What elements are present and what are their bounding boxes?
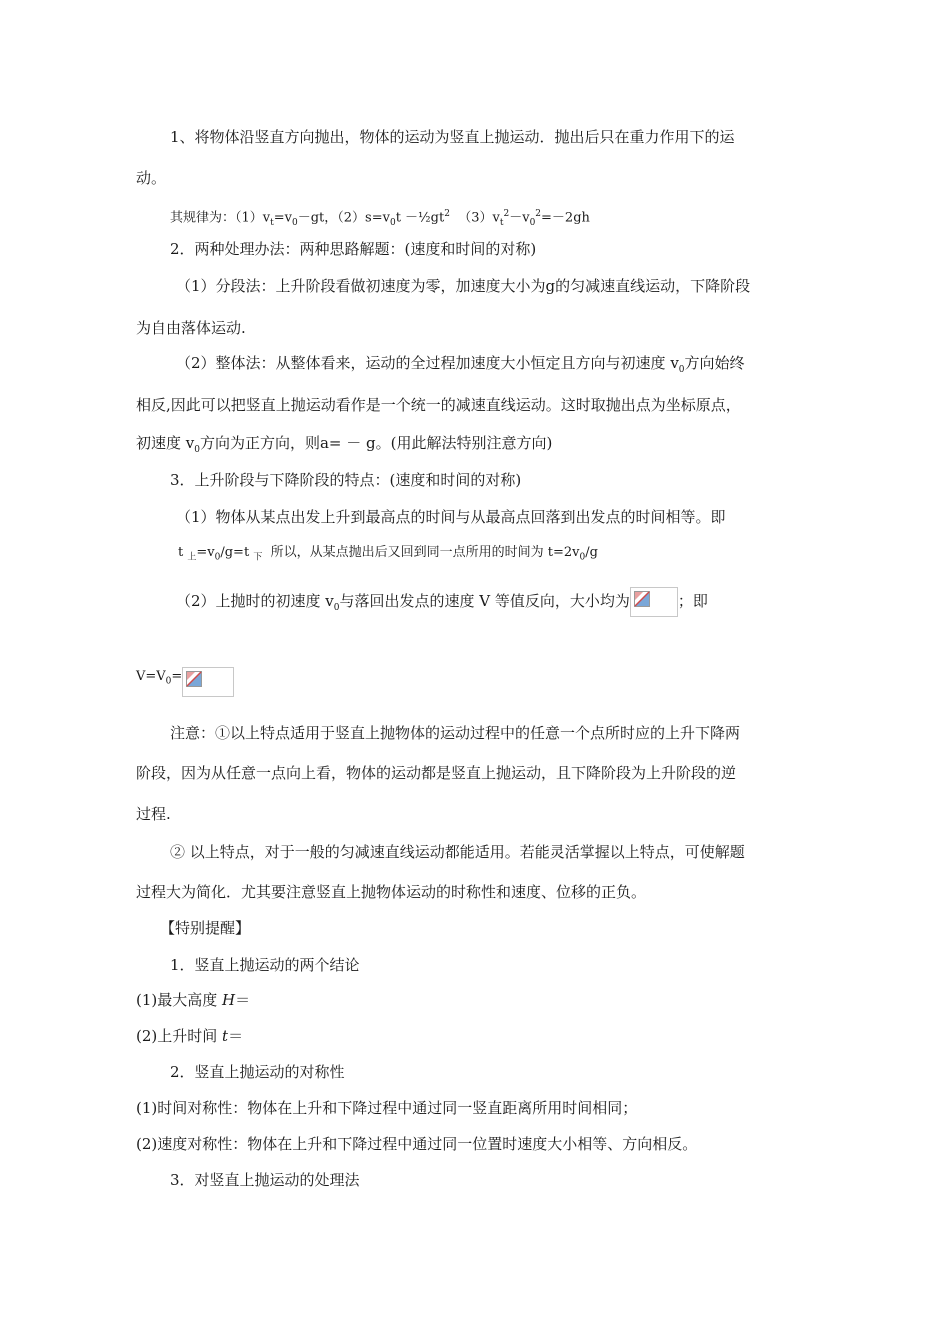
rules-prefix: 其规律为：（1）v: [170, 210, 271, 226]
sub-0: 0: [678, 365, 685, 375]
rules-sup-2b: 2: [503, 209, 510, 219]
broken-image-icon: [634, 591, 650, 607]
para-2-2-line-1: [176, 353, 745, 380]
para-1-line-1: 1、将物体沿竖直方向抛出，物体的运动为竖直上抛运动．抛出后只在重力作用下的运: [170, 128, 735, 146]
max-height-line: [136, 990, 250, 1010]
motion-rules: [170, 204, 590, 233]
conclusion-3-title: 3．对竖直上抛运动的处理法: [170, 1171, 360, 1189]
rules-eq3-tail: =－2gh: [541, 210, 590, 226]
para-2-2-b: 方向始终: [684, 354, 745, 372]
note-line-1: 注意：①以上特点适用于竖直上抛物体的运动过程中的任意一个点所时应的上升下降两: [170, 724, 741, 742]
rules-sub-0: 0: [292, 217, 298, 228]
para-2-1-line-2: 为自由落体运动.: [136, 319, 246, 337]
eq-g: /g=t: [220, 545, 254, 560]
rise-time-label: (2)上升时间: [136, 1027, 223, 1045]
note-line-2: 阶段，因为从任意一点向上看，物体的运动都是竖直上抛运动，且下降阶段为上升阶段的逆: [136, 764, 737, 782]
section-2-title: 2．两种处理办法：两种思路解题：(速度和时间的对称): [170, 240, 537, 258]
sub-0: 0: [333, 603, 340, 613]
para-1-line-2: 动。: [136, 169, 167, 187]
para-3-2-a: （2）上抛时的初速度 v: [176, 592, 334, 610]
rules-sub-0c: 0: [529, 217, 536, 228]
rules-sup-2: 2: [444, 209, 450, 219]
eq-tail2: /g: [585, 545, 598, 560]
sub-0: 0: [194, 445, 200, 455]
para-2-1-line-1: （1）分段法：上升阶段看做初速度为零，加速度大小为g的匀减速直线运动，下降阶段: [176, 277, 751, 295]
para-2-2-line-3: [136, 433, 552, 460]
max-height-label: (1)最大高度: [136, 991, 223, 1009]
time-symmetry: (1)时间对称性：物体在上升和下降过程中通过同一竖直距离所用时间相同；: [136, 1099, 638, 1117]
formula-image-placeholder: [182, 667, 234, 697]
para-2-2-line-2: 相反,因此可以把竖直上抛运动看作是一个统一的减速直线运动。这时取抛出点为坐标原点，: [136, 396, 741, 414]
formula-image-placeholder: [630, 587, 678, 617]
rules-sub-0b: 0: [389, 217, 396, 228]
sub-up: 上: [187, 552, 197, 563]
para-3-2-b: 与落回出发点的速度 V 等值反向，大小均为: [339, 592, 630, 610]
v-equation: [136, 662, 234, 697]
special-title: 【特别提醒】: [160, 919, 251, 937]
velocity-symmetry: (2)速度对称性：物体在上升和下降过程中通过同一位置时速度大小相等、方向相反。: [136, 1135, 698, 1153]
var-t: t: [222, 1027, 229, 1045]
rules-eq3-mid: －v: [509, 210, 530, 226]
note-line-5: 过程大为简化．尤其要注意竖直上抛物体运动的时称性和速度、位移的正负。: [136, 883, 647, 901]
para-2-2-a: （2）整体法：从整体看来，运动的全过程加速度大小恒定且方向与初速度 v: [176, 354, 679, 372]
sub-0: 0: [165, 676, 172, 687]
eq-tail: 所以，从某点抛出后又回到同一点所用的时间为 t=2v: [262, 545, 580, 560]
v-eq-a: V=V: [136, 669, 166, 684]
conclusion-1-title: 1．竖直上抛运动的两个结论: [170, 956, 360, 974]
eq-mid: =v: [196, 545, 215, 560]
v-eq-b: =: [171, 669, 183, 684]
sub-down: 下: [253, 552, 263, 563]
para-3-2-c: ；即: [677, 592, 708, 610]
var-H: H: [222, 991, 236, 1009]
sub-0: 0: [214, 552, 221, 563]
rise-time-line: [136, 1026, 243, 1046]
broken-image-icon: [186, 671, 202, 687]
rules-sub-t2: t: [499, 217, 504, 228]
rules-eq3-head: （3）v: [449, 210, 500, 226]
para-3-1-line-1: （1）物体从某点出发上升到最高点的时间与从最高点回落到出发点的时间相等。即: [176, 508, 726, 526]
para-2-2-line3-b: 方向为正方向，则a= － g。(用此解法特别注意方向): [199, 434, 553, 452]
rules-eq2: t －½gt: [395, 210, 445, 226]
para-2-2-line3-a: 初速度 v: [136, 434, 195, 452]
rules-sub-t: t: [270, 217, 274, 228]
rules-eq1-tail: －gt，（2）s=v: [297, 210, 390, 226]
conclusion-2-title: 2．竖直上抛运动的对称性: [170, 1063, 345, 1081]
sub-0b: 0: [579, 552, 586, 563]
eq-sign: ＝: [228, 1027, 244, 1045]
para-3-2: [176, 584, 708, 625]
para-3-1-line-2: [178, 543, 598, 568]
rules-sup-2c: 2: [535, 209, 542, 219]
note-line-3: 过程.: [136, 805, 171, 823]
section-3-title: 3．上升阶段与下降阶段的特点：(速度和时间的对称): [170, 471, 522, 489]
note-line-4: ② 以上特点，对于一般的匀减速直线运动都能适用。若能灵活掌握以上特点，可使解题: [170, 843, 745, 861]
rules-eq1: =v: [273, 210, 292, 226]
eq-sign: ＝: [235, 991, 251, 1009]
t-symbol: t: [178, 545, 188, 560]
